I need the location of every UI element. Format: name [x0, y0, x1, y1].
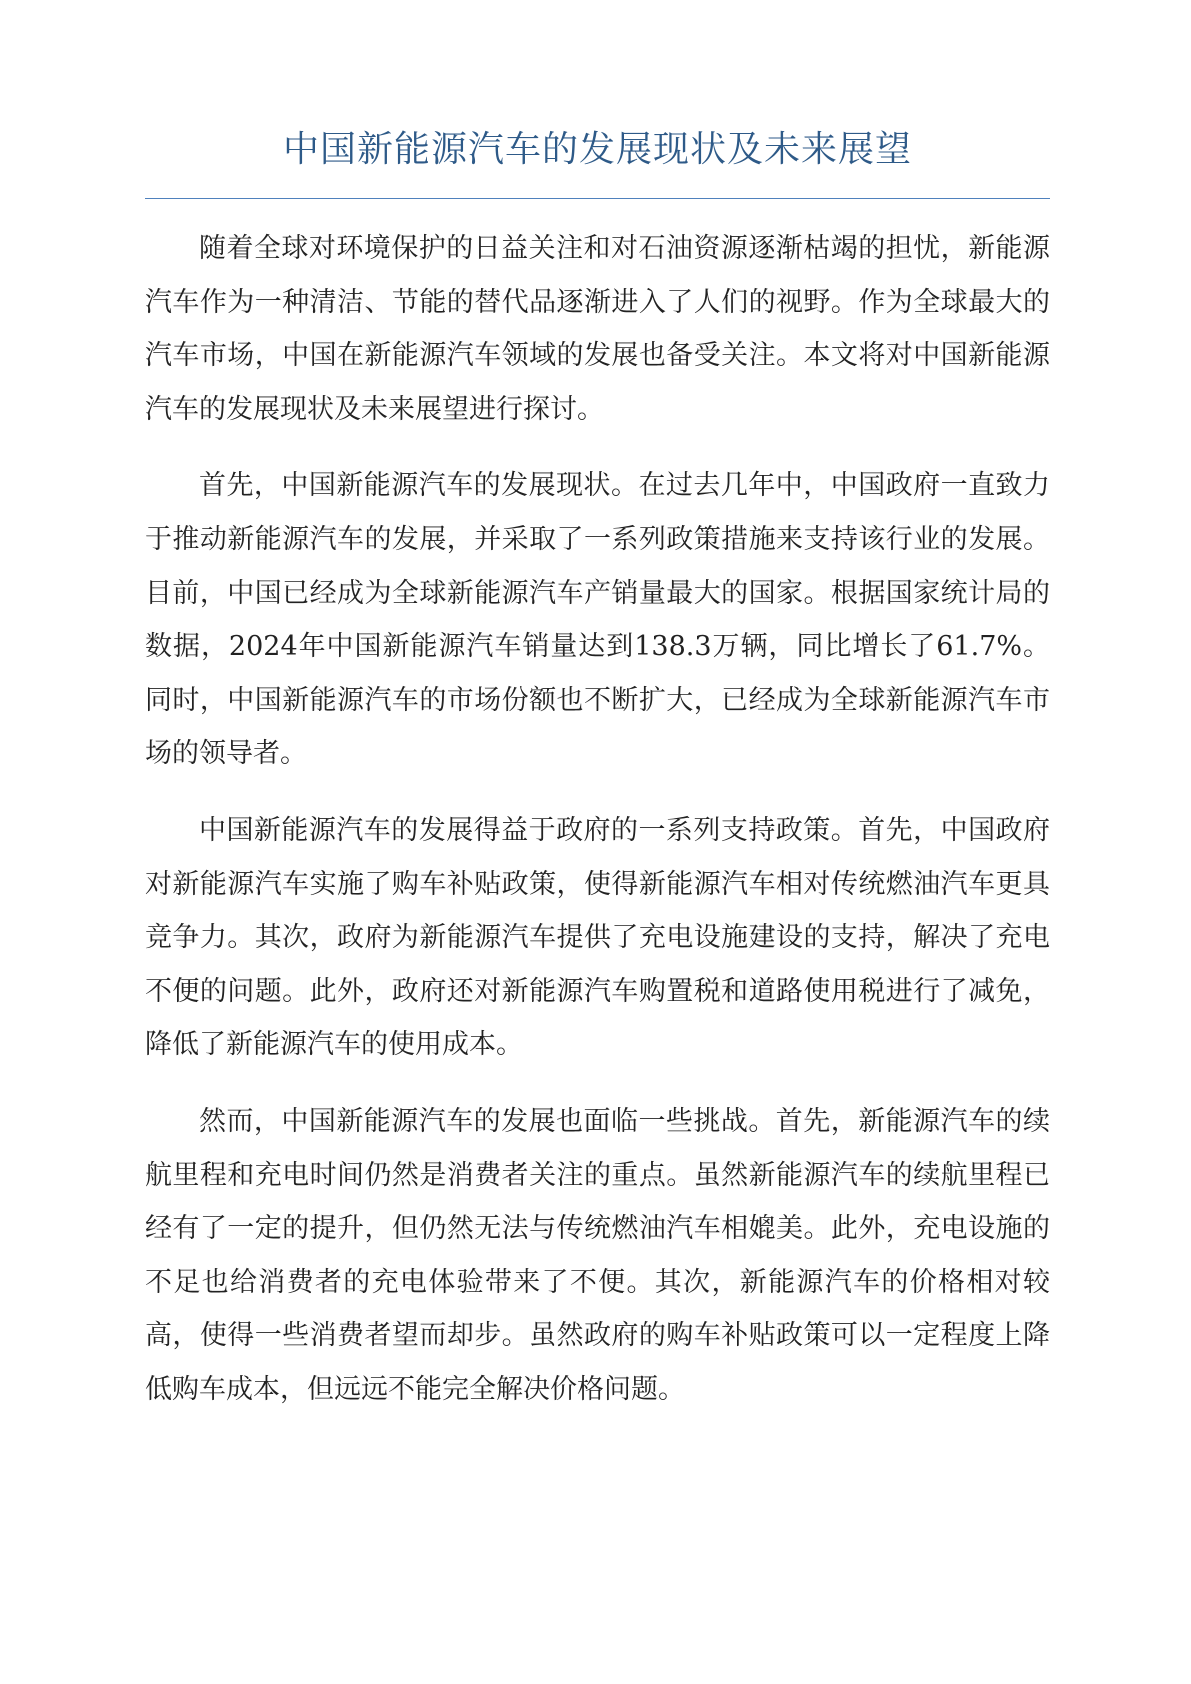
- document-title: 中国新能源汽车的发展现状及未来展望: [282, 129, 912, 170]
- paragraph-status: 首先，中国新能源汽车的发展现状。在过去几年中，中国政府一直致力于推动新能源汽车的发展，并采取了一系列政策措施来支持该行业的发展。目前，中国已经成为全球新能源汽车产销量最大的国家。根据国家统计局的数据，2024年中国新能源汽车销量达到138.3万辆，同比增长了61.7%。同时，中国新能源汽车的市场份额也不断扩大，已经成为全球新能源汽车市场的领导者。: [145, 470, 1050, 770]
- document-body: [145, 222, 1050, 1439]
- paragraph-challenges: 然而，中国新能源汽车的发展也面临一些挑战。首先，新能源汽车的续航里程和充电时间仍然是消费者关注的重点。虽然新能源汽车的续航里程已经有了一定的提升，但仍然无法与传统燃油汽车相媲美。此外，充电设施的不足也给消费者的充电体验带来了不便。其次，新能源汽车的价格相对较高，使得一些消费者望而却步。虽然政府的购车补贴政策可以一定程度上降低购车成本，但远远不能完全解决价格问题。: [145, 1105, 1050, 1405]
- paragraph-policy: 中国新能源汽车的发展得益于政府的一系列支持政策。首先，中国政府对新能源汽车实施了购车补贴政策，使得新能源汽车相对传统燃油汽车更具竞争力。其次，政府为新能源汽车提供了充电设施建设的支持，解决了充电不便的问题。此外，政府还对新能源汽车购置税和道路使用税进行了减免，降低了新能源汽车的使用成本。: [145, 814, 1050, 1061]
- title-divider: [145, 198, 1050, 199]
- paragraph-intro: 随着全球对环境保护的日益关注和对石油资源逐渐枯竭的担忧，新能源汽车作为一种清洁、节能的替代品逐渐进入了人们的视野。作为全球最大的汽车市场，中国在新能源汽车领域的发展也备受关注。本文将对中国新能源汽车的发展现状及未来展望进行探讨。: [145, 233, 1050, 425]
